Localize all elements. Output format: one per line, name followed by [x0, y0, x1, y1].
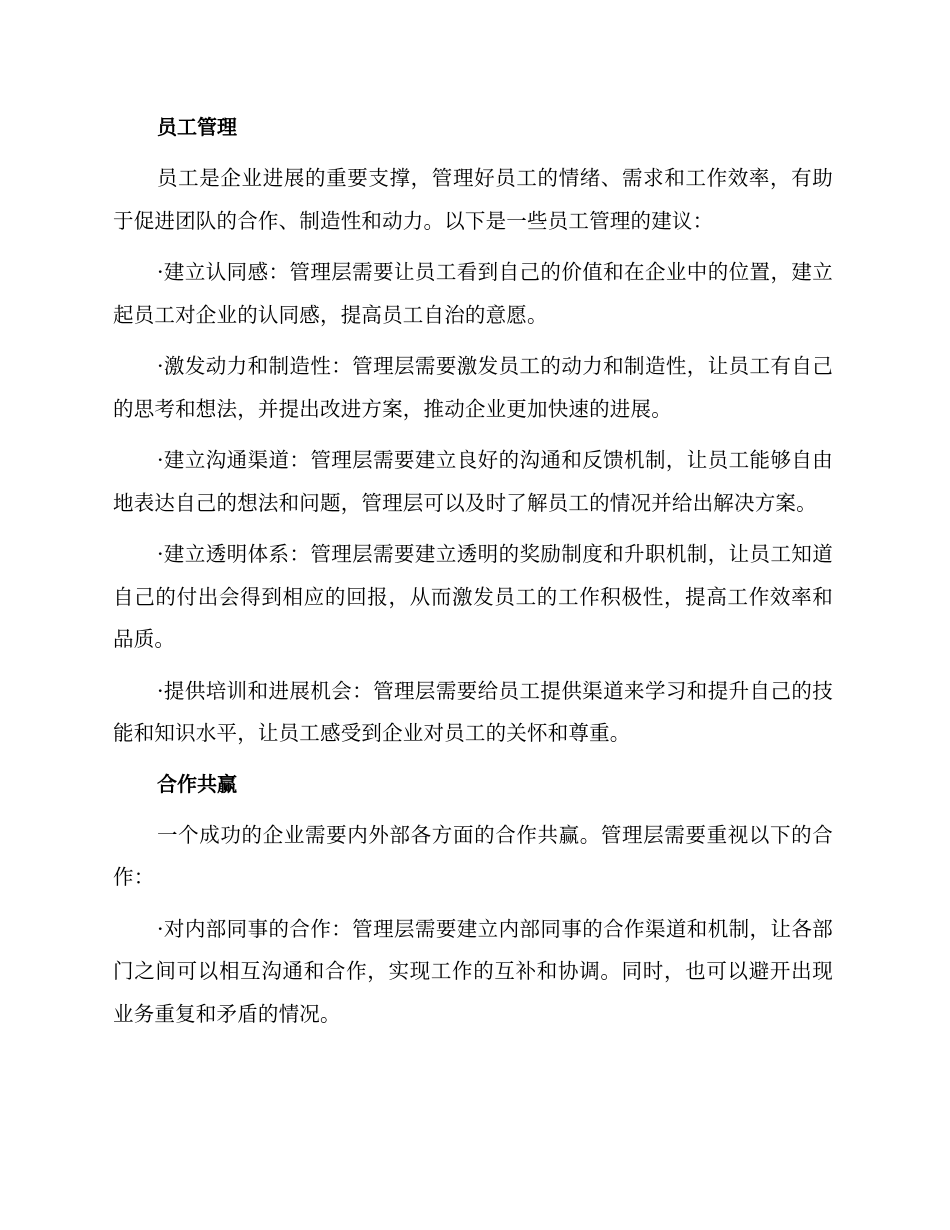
section-heading-employee-management: 员工管理 [157, 115, 237, 139]
bullet-dot-icon: · [157, 354, 164, 378]
paragraph-text: 对内部同事的合作：管理层需要建立内部同事的合作渠道和机制，让各部门之间可以相互沟通和合作，实现工作的互补和协调。同时，也可以避开出现业务重复和矛盾的情况。 [113, 916, 833, 1026]
paragraph-text: 建立沟通渠道：管理层需要建立良好的沟通和反馈机制，让员工能够自由地表达自己的想法和问题，管理层可以及时了解员工的情况并给出解决方案。 [113, 448, 833, 515]
paragraph-text: 员工是企业进展的重要支撑，管理好员工的情绪、需求和工作效率，有助于促进团队的合作、制造性和动力。以下是一些员工管理的建议： [113, 166, 833, 233]
bullet-paragraph-training [113, 670, 833, 755]
paragraph-text: 激发动力和制造性：管理层需要激发员工的动力和制造性，让员工有自己的思考和想法，并提出改进方案，推动企业更加快速的进展。 [113, 354, 833, 421]
bullet-dot-icon: · [157, 260, 164, 284]
section-heading-cooperation: 合作共赢 [157, 771, 237, 796]
bullet-paragraph-recognition [113, 251, 833, 336]
paragraph-text: 一个成功的企业需要内外部各方面的合作共赢。管理层需要重视以下的合作： [113, 822, 833, 889]
bullet-dot-icon: · [157, 916, 164, 941]
intro-paragraph [113, 814, 833, 899]
bullet-dot-icon: · [157, 448, 164, 472]
bullet-paragraph-communication [113, 439, 833, 524]
paragraph-text: 建立认同感：管理层需要让员工看到自己的价值和在企业中的位置，建立起员工对企业的认同感，提高员工自治的意愿。 [113, 260, 833, 327]
bullet-dot-icon: · [157, 542, 164, 566]
bullet-paragraph-motivation [113, 345, 833, 430]
bullet-paragraph-transparency [113, 533, 833, 661]
document-page [113, 107, 833, 1044]
bullet-paragraph-internal-cooperation [113, 908, 833, 1036]
intro-paragraph [113, 157, 833, 242]
bullet-dot-icon: · [157, 678, 164, 703]
paragraph-text: 提供培训和进展机会：管理层需要给员工提供渠道来学习和提升自己的技能和知识水平，让员工感受到企业对员工的关怀和尊重。 [113, 678, 833, 745]
paragraph-text: 建立透明体系：管理层需要建立透明的奖励制度和升职机制，让员工知道自己的付出会得到相应的回报，从而激发员工的工作积极性，提高工作效率和品质。 [113, 542, 833, 651]
